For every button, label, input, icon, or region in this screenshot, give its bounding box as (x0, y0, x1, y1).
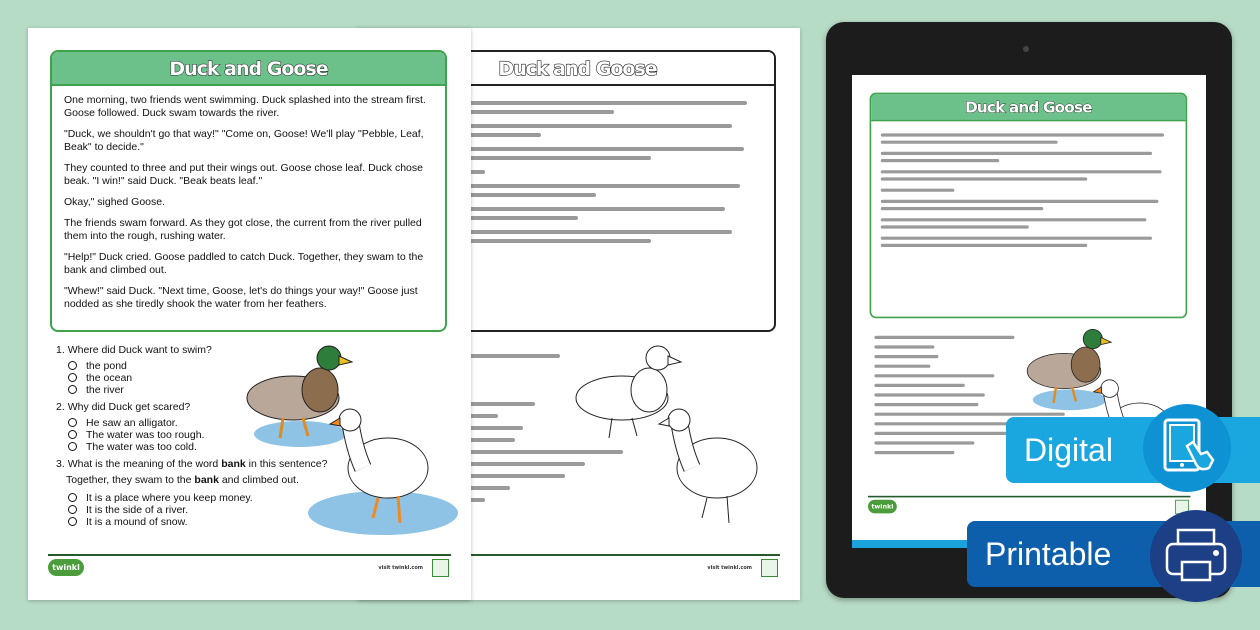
quoted-sentence (66, 474, 327, 486)
twinkl-logo: twinkl (48, 559, 84, 576)
story-paragraph: One morning, two friends went swimming. Duck splashed into the stream first. Goose followed. Duck swam towards the river. (64, 94, 426, 119)
twinkl-logo: twinkl (868, 500, 897, 514)
answer-option[interactable]: the ocean (68, 372, 327, 384)
answer-option[interactable]: the pond (68, 360, 327, 372)
quality-badge-icon (432, 559, 449, 577)
question-number: 3. (56, 458, 65, 470)
question-label: What is the meaning of the word (67, 458, 222, 470)
worksheet-color (28, 28, 471, 600)
story-paragraph: "Help!" Duck cried. Goose paddled to catch Duck. Together, they swam to the bank and climbed out. (64, 251, 424, 276)
question-number: 2. (56, 401, 65, 413)
question-text (56, 401, 327, 413)
answer-option[interactable]: It is a place where you keep money. (68, 492, 327, 504)
story-paragraph: The friends swam forward. As they got close, the current from the river pulled them into the rough, rushing water. (64, 217, 422, 242)
question-label-end: in this sentence? (245, 458, 328, 470)
question-number: 1. (56, 344, 65, 356)
question-text (56, 344, 327, 356)
text-line-placeholder (874, 365, 930, 368)
story-paragraph: "Whew!" said Duck. "Next time, Goose, let's do things your way!" Goose just nodded as she tiredly shook the water from her feathers. (64, 285, 418, 310)
tablet-device (826, 22, 1232, 598)
answer-option[interactable]: the river (68, 384, 327, 396)
question (56, 401, 327, 453)
story-paragraph: Okay," sighed Goose. (64, 196, 166, 208)
answer-option[interactable]: It is the side of a river. (68, 504, 327, 516)
question (56, 344, 327, 396)
footer-url: visit twinkl.com (707, 565, 752, 571)
worksheet-title: Duck and Goose (52, 52, 445, 86)
text-line-placeholder (874, 413, 1064, 416)
text-line-placeholder (874, 432, 1018, 435)
story-paragraph: "Duck, we shouldn't go that way!" "Come on, Goose! We'll play "Pebble, Leaf, Beak" to decide." (64, 128, 424, 153)
text-line-placeholder (874, 374, 994, 377)
question-label: Where did Duck want to swim? (67, 344, 212, 356)
worksheet-title: Duck and Goose (871, 94, 1185, 121)
question-text (56, 458, 327, 470)
digital-label: Digital (1024, 431, 1113, 468)
question (56, 458, 327, 528)
tablet-camera (1023, 46, 1029, 52)
text-line-placeholder (874, 345, 934, 348)
text-line-placeholder (874, 451, 954, 454)
sentence-end: and climbed out. (218, 474, 299, 486)
answer-option[interactable]: He saw an alligator. (68, 417, 327, 429)
sentence-bold-word: bank (194, 474, 219, 486)
footer-divider (48, 554, 451, 556)
questions (56, 344, 327, 533)
text-line-placeholder (874, 355, 938, 358)
answer-option[interactable]: The water was too rough. (68, 429, 327, 441)
question-label: Why did Duck get scared? (67, 401, 191, 413)
question-bold-word: bank (221, 458, 246, 470)
quality-badge-icon (761, 559, 778, 577)
printer-icon (1150, 510, 1242, 602)
text-line-placeholder (874, 384, 964, 387)
text-line-placeholder (874, 441, 974, 444)
tablet-touch-icon (1143, 404, 1231, 492)
answer-option[interactable]: It is a mound of snow. (68, 516, 327, 528)
printable-label: Printable (985, 535, 1112, 572)
footer-divider (868, 496, 1190, 498)
text-line-placeholder (874, 393, 984, 396)
worksheet-color-content (28, 28, 471, 600)
story-paragraph: They counted to three and put their wings out. Goose chose leaf. Duck chose beak. "I win!" said Duck. "Beak beats leaf." (64, 162, 423, 187)
sentence-start: Together, they swam to the (66, 474, 195, 486)
answer-option[interactable]: The water was too cold. (68, 441, 327, 453)
text-line-placeholder (874, 403, 978, 406)
text-line-placeholder (874, 336, 1014, 339)
worksheet-title: Duck and Goose (381, 52, 774, 86)
footer-url: visit twinkl.com (378, 565, 423, 571)
